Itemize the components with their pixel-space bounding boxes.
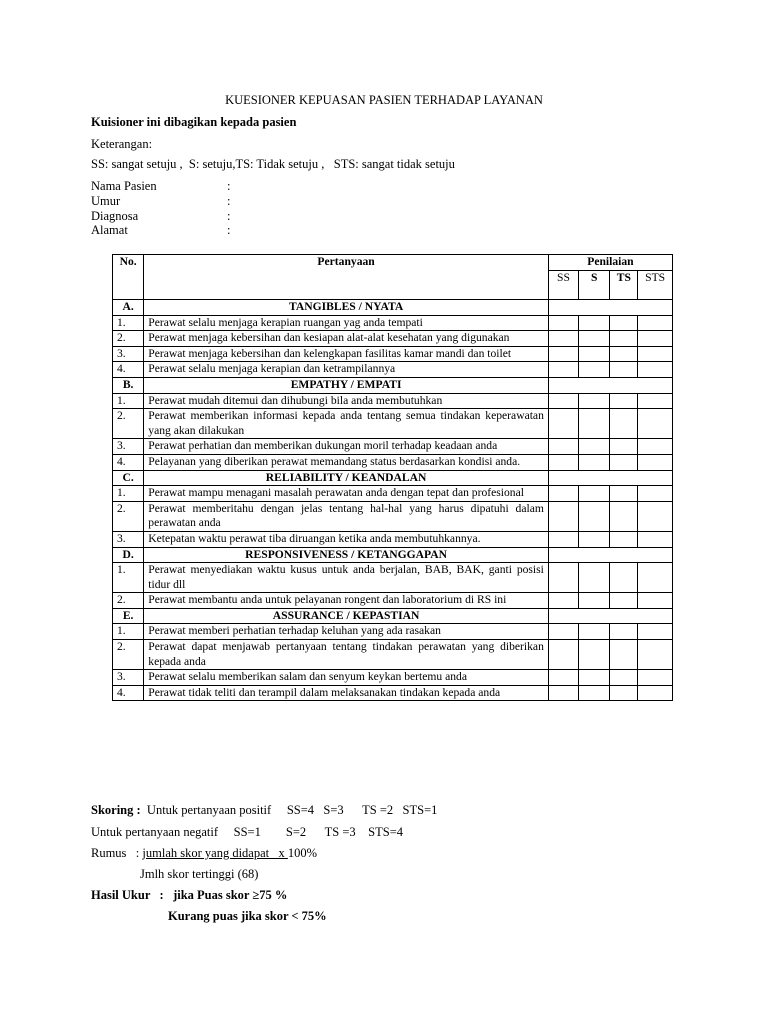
rating-cell-sts[interactable] xyxy=(638,624,673,640)
rumus-numerator: jumlah skor yang didapat x xyxy=(142,846,288,860)
field-row xyxy=(91,194,291,209)
rating-cell-s[interactable] xyxy=(579,640,610,670)
question-text: Perawat memberi perhatian terhadap keluhan yang ada rasakan xyxy=(144,624,549,640)
section-row xyxy=(113,608,673,624)
rating-cell-s[interactable] xyxy=(579,454,610,470)
question-number: 1. xyxy=(113,393,144,409)
question-number: 2. xyxy=(113,501,144,531)
rating-cell-ts[interactable] xyxy=(610,362,638,378)
section-number: C. xyxy=(113,470,144,486)
question-row xyxy=(113,563,673,593)
rating-cell-ss[interactable] xyxy=(548,454,578,470)
question-number: 2. xyxy=(113,331,144,347)
question-row xyxy=(113,486,673,502)
rating-cell-ss[interactable] xyxy=(548,531,578,547)
rating-cell-s[interactable] xyxy=(579,393,610,409)
rating-cell-ss[interactable] xyxy=(548,501,578,531)
rating-cell-ss[interactable] xyxy=(548,362,578,378)
question-row xyxy=(113,624,673,640)
rating-cell-sts[interactable] xyxy=(638,454,673,470)
rating-cell-sts[interactable] xyxy=(638,315,673,331)
document-subtitle: Kuisioner ini dibagikan kepada pasien xyxy=(91,115,297,129)
rating-cell-s[interactable] xyxy=(579,439,610,455)
question-text: Perawat dapat menjawab pertanyaan tentang tindakan perawatan yang diberikan kepada anda xyxy=(144,640,549,670)
field-colon: : xyxy=(227,208,231,223)
rating-cell-ts[interactable] xyxy=(610,346,638,362)
question-row xyxy=(113,670,673,686)
rating-cell-ss[interactable] xyxy=(548,315,578,331)
rating-cell-ts[interactable] xyxy=(610,501,638,531)
section-title: EMPATHY / EMPATI xyxy=(144,377,549,393)
question-text: Perawat selalu memberikan salam dan senyum keykan bertemu anda xyxy=(144,670,549,686)
rating-cell-sts[interactable] xyxy=(638,362,673,378)
question-text: Perawat memberikan informasi kepada anda tentang semua tindakan keperawatan yang akan dilakukan xyxy=(144,409,549,439)
question-text: Perawat mampu menagani masalah perawatan anda dengan tepat dan profesional xyxy=(144,486,549,502)
rating-cell-ts[interactable] xyxy=(610,685,638,701)
rating-cell-ts[interactable] xyxy=(610,315,638,331)
question-number: 3. xyxy=(113,346,144,362)
rating-cell-ss[interactable] xyxy=(548,640,578,670)
rating-cell-ts[interactable] xyxy=(610,331,638,347)
rating-cell-s[interactable] xyxy=(579,624,610,640)
question-text: Ketepatan waktu perawat tiba diruangan ketika anda membutuhkannya. xyxy=(144,531,549,547)
question-text: Perawat menjaga kebersihan dan kesiapan alat-alat kesehatan yang digunakan xyxy=(144,331,549,347)
rating-cell-ts[interactable] xyxy=(610,670,638,686)
question-row xyxy=(113,454,673,470)
rumus-label: Rumus : xyxy=(91,846,143,860)
section-number: A. xyxy=(113,300,144,316)
question-number: 1. xyxy=(113,624,144,640)
rating-cell-sts[interactable] xyxy=(638,563,673,593)
question-number: 1. xyxy=(113,315,144,331)
rating-cell-s[interactable] xyxy=(579,409,610,439)
question-number: 1. xyxy=(113,486,144,502)
question-row xyxy=(113,593,673,609)
question-number: 2. xyxy=(113,640,144,670)
question-text: Perawat membantu anda untuk pelayanan rongent dan laboratorium di RS ini xyxy=(144,593,549,609)
section-rating-blank xyxy=(548,300,672,316)
question-text: Perawat selalu menjaga kerapian dan ketrampilannya xyxy=(144,362,549,378)
question-number: 4. xyxy=(113,362,144,378)
rating-cell-ss[interactable] xyxy=(548,563,578,593)
rating-cell-ts[interactable] xyxy=(610,409,638,439)
scoring-negative: Untuk pertanyaan negatif SS=1 S=2 TS =3 STS=4 xyxy=(91,825,403,839)
header-rating: Penilaian xyxy=(548,255,672,271)
rating-cell-ss[interactable] xyxy=(548,624,578,640)
question-row xyxy=(113,362,673,378)
rating-cell-sts[interactable] xyxy=(638,640,673,670)
rating-cell-ts[interactable] xyxy=(610,393,638,409)
rumus-denominator: Jmlh skor tertinggi (68) xyxy=(140,867,259,881)
rating-cell-s[interactable] xyxy=(579,685,610,701)
question-text: Perawat menjaga kebersihan dan kelengkapan fasilitas kamar mandi dan toilet xyxy=(144,346,549,362)
question-number: 4. xyxy=(113,685,144,701)
rating-cell-ts[interactable] xyxy=(610,486,638,502)
scoring-positive-text: Untuk pertanyaan positif SS=4 S=3 TS =2 STS=1 xyxy=(140,803,438,817)
rating-cell-s[interactable] xyxy=(579,670,610,686)
section-rating-blank xyxy=(548,377,672,393)
rating-cell-sts[interactable] xyxy=(638,501,673,531)
rating-cell-s[interactable] xyxy=(579,346,610,362)
field-label: Diagnosa xyxy=(91,208,139,223)
section-row xyxy=(113,377,673,393)
question-text: Pelayanan yang diberikan perawat memandang status berdasarkan kondisi anda. xyxy=(144,454,549,470)
scoring-label: Skoring : xyxy=(91,803,141,817)
section-row xyxy=(113,470,673,486)
rating-cell-ss[interactable] xyxy=(548,593,578,609)
hasil-kurang: Kurang puas jika skor < 75% xyxy=(168,909,327,923)
question-text: Perawat selalu menjaga kerapian ruangan yag anda tempati xyxy=(144,315,549,331)
hasil-label: Hasil Ukur : xyxy=(91,888,174,902)
field-colon: : xyxy=(227,179,231,193)
rating-col-header: TS xyxy=(610,270,638,299)
header-no: No. xyxy=(113,255,144,300)
rating-cell-ss[interactable] xyxy=(548,409,578,439)
field-label: Alamat xyxy=(91,223,128,238)
rating-cell-ts[interactable] xyxy=(610,439,638,455)
field-row xyxy=(91,179,291,194)
field-label: Nama Pasien xyxy=(91,179,157,193)
field-colon: : xyxy=(227,193,231,208)
question-text: Perawat mudah ditemui dan dihubungi bila anda membutuhkan xyxy=(144,393,549,409)
section-rating-blank xyxy=(548,608,672,624)
rating-cell-sts[interactable] xyxy=(638,685,673,701)
rating-cell-sts[interactable] xyxy=(638,486,673,502)
rating-cell-sts[interactable] xyxy=(638,331,673,347)
section-title: RESPONSIVENESS / KETANGGAPAN xyxy=(144,547,549,563)
question-number: 1. xyxy=(113,563,144,593)
field-row xyxy=(91,209,291,224)
question-text: Perawat perhatian dan memberikan dukungan moril terhadap keadaan anda xyxy=(144,439,549,455)
rating-cell-s[interactable] xyxy=(579,362,610,378)
field-row xyxy=(91,223,291,238)
rating-cell-s[interactable] xyxy=(579,593,610,609)
section-title: TANGIBLES / NYATA xyxy=(144,300,549,316)
question-row xyxy=(113,346,673,362)
question-number: 3. xyxy=(113,439,144,455)
rating-cell-s[interactable] xyxy=(579,501,610,531)
section-rating-blank xyxy=(548,470,672,486)
questionnaire-table xyxy=(112,254,673,701)
question-text: Perawat memberitahu dengan jelas tentang hal-hal yang harus dipatuhi dalam perawatan anda xyxy=(144,501,549,531)
rating-cell-sts[interactable] xyxy=(638,593,673,609)
hasil-puas: jika Puas skor ≥75 % xyxy=(173,888,288,902)
question-row xyxy=(113,331,673,347)
question-row xyxy=(113,501,673,531)
section-number: B. xyxy=(113,377,144,393)
section-title: ASSURANCE / KEPASTIAN xyxy=(144,608,549,624)
rating-cell-ts[interactable] xyxy=(610,624,638,640)
rating-cell-sts[interactable] xyxy=(638,439,673,455)
rating-cell-ss[interactable] xyxy=(548,670,578,686)
question-number: 3. xyxy=(113,670,144,686)
keterangan-label: Keterangan: xyxy=(91,137,153,151)
rating-cell-ss[interactable] xyxy=(548,685,578,701)
question-row xyxy=(113,393,673,409)
document-title: KUESIONER KEPUASAN PASIEN TERHADAP LAYANAN xyxy=(225,93,543,107)
rating-cell-s[interactable] xyxy=(579,315,610,331)
section-number: D. xyxy=(113,547,144,563)
rating-cell-s[interactable] xyxy=(579,563,610,593)
rating-cell-ts[interactable] xyxy=(610,593,638,609)
rating-cell-ss[interactable] xyxy=(548,331,578,347)
question-row xyxy=(113,315,673,331)
question-row xyxy=(113,439,673,455)
header-question: Pertanyaan xyxy=(144,255,549,300)
question-row xyxy=(113,685,673,701)
rating-cell-s[interactable] xyxy=(579,331,610,347)
rating-cell-s[interactable] xyxy=(579,486,610,502)
question-number: 2. xyxy=(113,593,144,609)
rating-col-header: S xyxy=(579,270,610,299)
rating-cell-ss[interactable] xyxy=(548,346,578,362)
rating-cell-ss[interactable] xyxy=(548,486,578,502)
section-row xyxy=(113,547,673,563)
rating-cell-sts[interactable] xyxy=(638,670,673,686)
rating-col-header: STS xyxy=(638,270,673,299)
rumus-percent: 100% xyxy=(287,846,318,860)
rating-col-header: SS xyxy=(548,270,578,299)
question-number: 2. xyxy=(113,409,144,439)
patient-fields xyxy=(91,179,291,238)
rating-cell-ss[interactable] xyxy=(548,393,578,409)
rating-cell-s[interactable] xyxy=(579,531,610,547)
rating-cell-ts[interactable] xyxy=(610,454,638,470)
question-row xyxy=(113,409,673,439)
field-colon: : xyxy=(227,223,231,238)
rumus-line xyxy=(91,846,317,861)
section-rating-blank xyxy=(548,547,672,563)
rating-cell-sts[interactable] xyxy=(638,346,673,362)
rating-cell-ss[interactable] xyxy=(548,439,578,455)
question-number: 3. xyxy=(113,531,144,547)
rating-legend: SS: sangat setuju , S: setuju,TS: Tidak setuju , STS: sangat tidak setuju xyxy=(91,157,455,171)
section-row xyxy=(113,300,673,316)
question-text: Perawat tidak teliti dan terampil dalam melaksanakan tindakan kepada anda xyxy=(144,685,549,701)
rating-cell-ts[interactable] xyxy=(610,531,638,547)
question-row xyxy=(113,531,673,547)
question-text: Perawat menyediakan waktu kusus untuk anda berjalan, BAB, BAK, ganti posisi tidur dll xyxy=(144,563,549,593)
rating-cell-sts[interactable] xyxy=(638,409,673,439)
question-row xyxy=(113,640,673,670)
hasil-ukur xyxy=(91,888,287,903)
question-number: 4. xyxy=(113,454,144,470)
section-number: E. xyxy=(113,608,144,624)
rating-cell-ts[interactable] xyxy=(610,640,638,670)
field-label: Umur xyxy=(91,193,121,208)
section-title: RELIABILITY / KEANDALAN xyxy=(144,470,549,486)
scoring-positive xyxy=(91,803,437,818)
rating-cell-sts[interactable] xyxy=(638,393,673,409)
rating-cell-sts[interactable] xyxy=(638,531,673,547)
rating-cell-ts[interactable] xyxy=(610,563,638,593)
